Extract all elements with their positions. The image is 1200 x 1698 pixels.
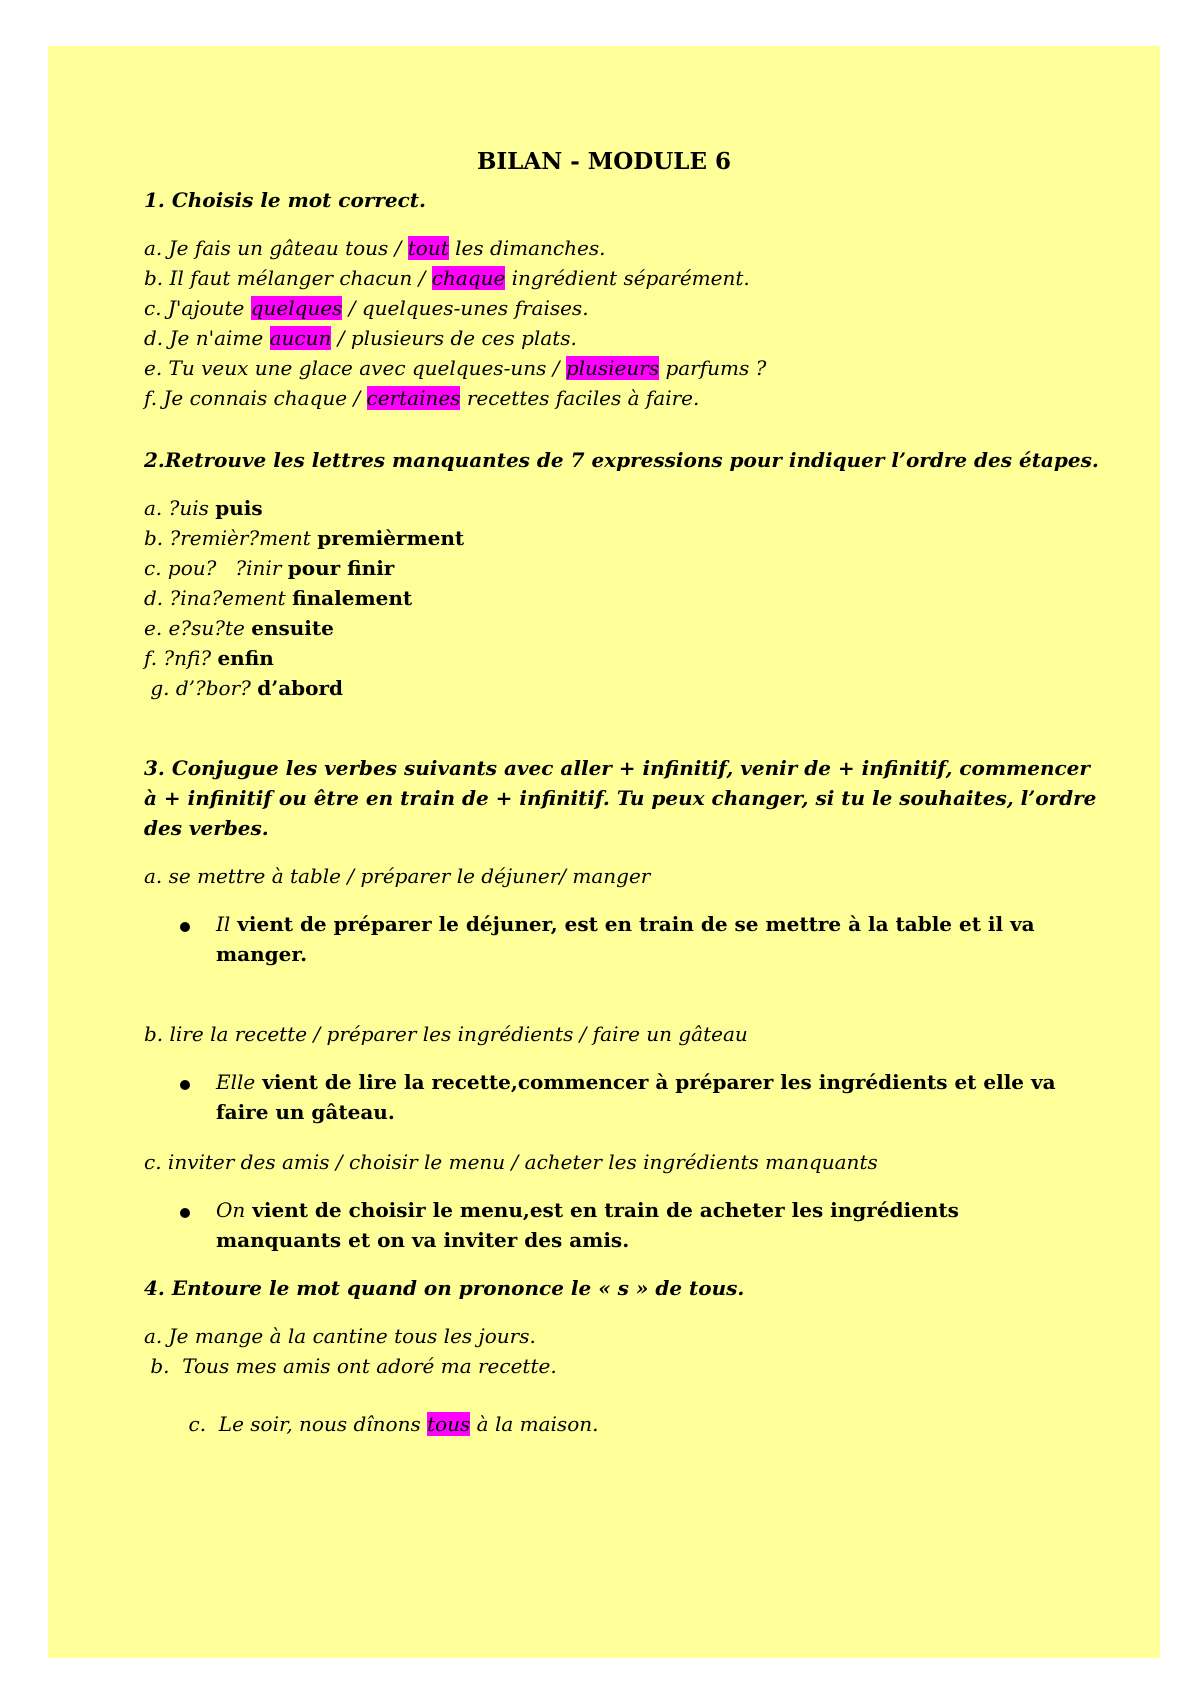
section3-answer-a-line-1 [216,910,1035,938]
answer-text: vient de préparer le déjuner, est en train de se mettre à la table et il va [230,912,1035,936]
answer-word: finalement [292,586,413,610]
item-text: e. Tu veux une glace avec quelques-uns / [144,356,566,380]
item-text: / plusieurs de ces plats. [331,326,577,350]
section2-item-a [144,494,263,522]
answer-word: ensuite [251,616,334,640]
puzzle-word: d. ?ina?ement [144,586,293,610]
section3-answer-b-line-1 [216,1068,1056,1096]
subject-word: Elle [216,1070,256,1094]
section1-item-d [144,324,577,352]
section3-prompt-b: b. lire la recette / préparer les ingrédients / faire un gâteau [144,1022,748,1046]
section1-item-e [144,354,766,382]
highlighted-answer: chaque [431,266,506,290]
section4-heading: 4. Entoure le mot quand on prononce le « s » de tous. [144,1276,745,1300]
bullet-icon [180,1080,190,1090]
answer-word: pour finir [287,556,395,580]
section3-heading-line-1: 3. Conjugue les verbes suivants avec aller + infinitif, venir de + infinitif, commencer [144,756,1090,780]
item-text: a. Je fais un gâteau tous / [144,236,408,260]
page-title: BILAN - MODULE 6 [476,148,731,175]
section2-item-b [144,524,464,552]
section2-heading: 2.Retrouve les lettres manquantes de 7 expressions pour indiquer l’ordre des étapes. [144,448,1099,472]
answer-word: puis [215,496,263,520]
item-text: à la maison. [470,1412,599,1436]
answer-word: enfin [217,646,274,670]
section2-item-g [144,674,343,702]
answer-word: premièrment [317,526,465,550]
highlighted-answer: tous [427,1412,471,1436]
puzzle-word: c. pou? ?inir [144,556,288,580]
puzzle-word: a. ?uis [144,496,216,520]
item-text: recettes faciles à faire. [460,386,700,410]
section2-item-e [144,614,334,642]
item-text: d. Je n'aime [144,326,270,350]
answer-text: vient de choisir le menu,est en train de acheter les ingrédients [245,1198,959,1222]
subject-word: On [216,1198,246,1222]
section1-item-b [144,264,750,292]
section3-heading-line-3: des verbes. [144,816,269,840]
item-text: les dimanches. [448,236,606,260]
answer-word: d’abord [257,676,344,700]
answer-text: vient de lire la recette,commencer à préparer les ingrédients et elle va [255,1070,1056,1094]
section4-item-c [144,1382,598,1466]
section3-answer-a-line-2: manger. [216,942,308,966]
section4-item-a: a. Je mange à la cantine tous les jours. [144,1324,536,1348]
item-text: c. Le soir, nous dînons [182,1412,428,1436]
puzzle-word: f. ?nfi? [144,646,218,670]
bullet-icon [180,922,190,932]
item-text: ingrédient séparément. [505,266,750,290]
puzzle-word: g. d’?bor? [144,676,258,700]
subject-word: Il [216,912,231,936]
section3-answer-c-line-2: manquants et on va inviter des amis. [216,1228,630,1252]
section1-item-c [144,294,589,322]
section4-item-b: b. Tous mes amis ont adoré ma recette. [144,1354,557,1378]
section2-item-d [144,584,412,612]
section1-item-a [144,234,605,262]
section3-prompt-a: a. se mettre à table / préparer le déjuner/ manger [144,864,651,888]
highlighted-answer: tout [407,236,449,260]
puzzle-word: e. e?su?te [144,616,252,640]
section1-item-f [144,384,699,412]
section2-item-f [144,644,274,672]
highlighted-answer: certaines [366,386,461,410]
section3-answer-b-line-2: faire un gâteau. [216,1100,395,1124]
item-text: parfums ? [659,356,767,380]
section3-answer-c-line-1 [216,1196,959,1224]
puzzle-word: b. ?remièr?ment [144,526,318,550]
section2-item-c [144,554,394,582]
highlighted-answer: plusieurs [565,356,660,380]
item-text: f. Je connais chaque / [144,386,367,410]
section3-heading-line-2: à + infinitif ou être en train de + infinitif. Tu peux changer, si tu le souhaites, l’ordre [144,786,1097,810]
section1-heading: 1. Choisis le mot correct. [144,188,427,212]
item-text: c. J'ajoute [144,296,251,320]
highlighted-answer: aucun [269,326,332,350]
highlighted-answer: quelques [250,296,343,320]
item-text: / quelques-unes fraises. [342,296,589,320]
bullet-icon [180,1208,190,1218]
item-text: b. Il faut mélanger chacun / [144,266,432,290]
section3-prompt-c: c. inviter des amis / choisir le menu / acheter les ingrédients manquants [144,1150,878,1174]
worksheet-page [48,46,1160,1658]
